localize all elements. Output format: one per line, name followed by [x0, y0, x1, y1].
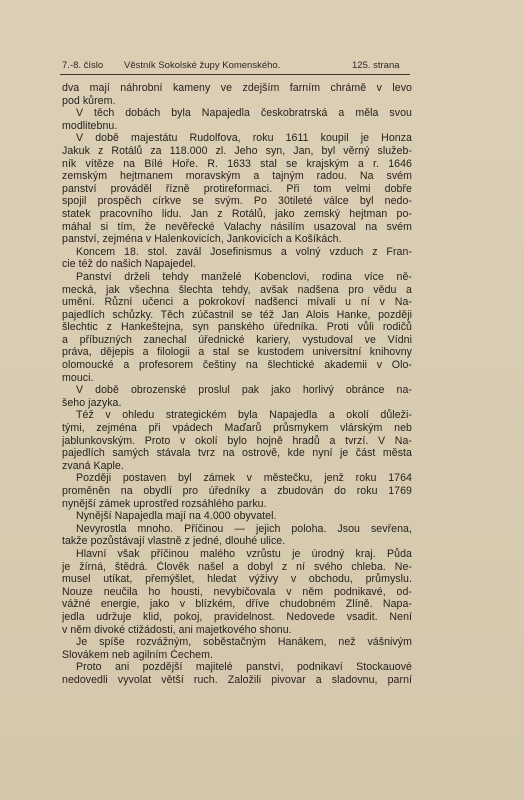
text-line: nynější zámek uprostřed rozsáhlého parku. — [62, 497, 267, 510]
text-line: Nevyrostla mnoho. Příčinou — jejich poloha. Jsou sevřena, — [76, 522, 412, 535]
journal-title: Věstník Sokolské župy Komenského. — [124, 60, 281, 71]
text-line: vážné energie, jako v blízkém, dříve chudobném Zlíně. Napa- — [62, 598, 412, 611]
text-line: pajedlích schůzky. Těch zúčastnil se též Jan Alois Hanke, později — [62, 308, 412, 321]
text-line: musel utíkat, přemýšlet, hledat výživy v obchodu, průmyslu. — [62, 573, 412, 586]
body-text — [62, 82, 412, 687]
running-header — [62, 60, 412, 72]
text-line: tými, zejména při vpádech Maďarů průsmykem vlárským neb — [62, 422, 412, 435]
text-line: práva, dějepis a filologii a stal se kustodem universitní knihovny — [62, 346, 412, 359]
text-line: mecká, jak všechna šlechta tehdy, avšak nadšena pro vědu a — [62, 283, 412, 296]
text-line: šlechtic z Hankešteјna, syn panského úředníka. Proti vůli rodičů — [62, 321, 412, 334]
text-line: jablunkovským. Proto v okolí bylo hojně hradů a tvrzí. V Na- — [62, 434, 412, 447]
issue-number: 7.-8. číslo — [62, 60, 104, 71]
text-line: dva mají náhrobní kameny ve zdejším farním chrámě v levo — [62, 82, 412, 94]
text-line: panství, zejména v Halenkovicích, Jankovicích a Košíkách. — [62, 233, 342, 246]
text-line: a příbuzných zanechal úřednické kariery, vystudoval ve Vídni — [62, 333, 412, 346]
text-line: Hlavní však příčinou malého vzrůstu je úrodný kraj. Půda — [76, 547, 412, 560]
text-line: máhal si tím, že nevěřecké Valachy násilím usazoval na svém — [62, 220, 412, 233]
page-number: 125. strana — [352, 60, 400, 71]
text-line: Jakuk z Rotálů za 118.000 zl. Jeho syn, Jan, byl věrný služeb- — [62, 144, 412, 157]
text-line: mouci. — [62, 371, 94, 384]
text-line: panství prováděl řízně protireformaci. Při tom velmi dobře — [62, 182, 412, 195]
text-line: jedla udržuje klid, pokoj, pravidelnost. Nedovede vsadit. Není — [62, 610, 412, 623]
text-line: V těch dobách byla Napajedla českobratrská a měla svou — [76, 107, 412, 120]
text-line: spojil prospěch církve se svým. Po 30tileté válce byl nedo- — [62, 195, 412, 208]
text-line: Nynější Napajedla mají na 4.000 obyvatel. — [76, 510, 277, 523]
text-line: zvaná Kaple. — [62, 459, 124, 472]
text-line: Slovákem neb agilním Čechem. — [62, 648, 213, 661]
text-line: olomoucké a profesorem češtiny na šlechtické akademii v Olo- — [62, 359, 412, 372]
text-line: šeho jazyka. — [62, 396, 122, 409]
text-line: umění. Různí učenci a pokrokoví nadšenci mívali u ní v Na- — [62, 296, 412, 309]
text-line: proměněn na obydlí pro úředníky a zbudován do roku 1769 — [62, 485, 412, 497]
text-line: Koncem 18. stol. zavál Josefinismus a volný vzduch z Fran- — [76, 245, 412, 258]
text-line: Později postaven byl zámek v městečku, jenž roku 1764 — [76, 472, 412, 485]
text-line: je žírná, štědrá. Člověk našel a dobyl z ní svého chleba. Ne- — [62, 560, 412, 573]
header-rule — [60, 74, 410, 75]
text-line: Panství drželi tehdy manželé Kobenclovi, rodina více ně- — [76, 270, 412, 283]
text-line: pod kůrem. — [62, 94, 116, 107]
text-line: Nouze neučila ho housti, nevybičovala v něm podnikavé, od- — [62, 585, 412, 598]
text-line: v něm divoké ctižádosti, ani majetkového shonu. — [62, 623, 292, 636]
text-line: zemským hejtmanem moravským a tajným radou. Na svém — [62, 170, 412, 183]
text-line: pajedlích samých stávala tvrz na ostrově, kde nyní je část města — [62, 447, 412, 460]
text-line: V době majestátu Rudolfova, roku 1611 koupil je Honza — [76, 132, 412, 145]
text-line: Též v ohledu strategickém byla Napajedla a okolí důleži- — [76, 409, 412, 422]
text-line: ník vítěze na Bílé Hoře. R. 1633 stal se krajským a r. 1646 — [62, 157, 412, 170]
text-line: nedovedli vyvolat větší ruch. Založili pivovar a sladovnu, parní — [62, 673, 412, 686]
text-line: V době obrozenské proslul pak jako horlivý obránce na- — [76, 384, 412, 397]
text-line: Je spíše rozvážným, soběstačným Hanákem, než vášnivým — [76, 636, 412, 649]
text-line: cie též do našich Napajedel. — [62, 258, 196, 271]
text-line: modlitebnu. — [62, 119, 118, 132]
text-line: Proto ani pozdější majitelé panství, podnikaví Stockauové — [76, 661, 412, 674]
text-line: statek pracovního lidu. Jan z Rotálů, jako zemský hejtman po- — [62, 207, 412, 220]
text-line: takže pozůstávají vlastně z jedné, dlouhé ulice. — [62, 535, 286, 548]
